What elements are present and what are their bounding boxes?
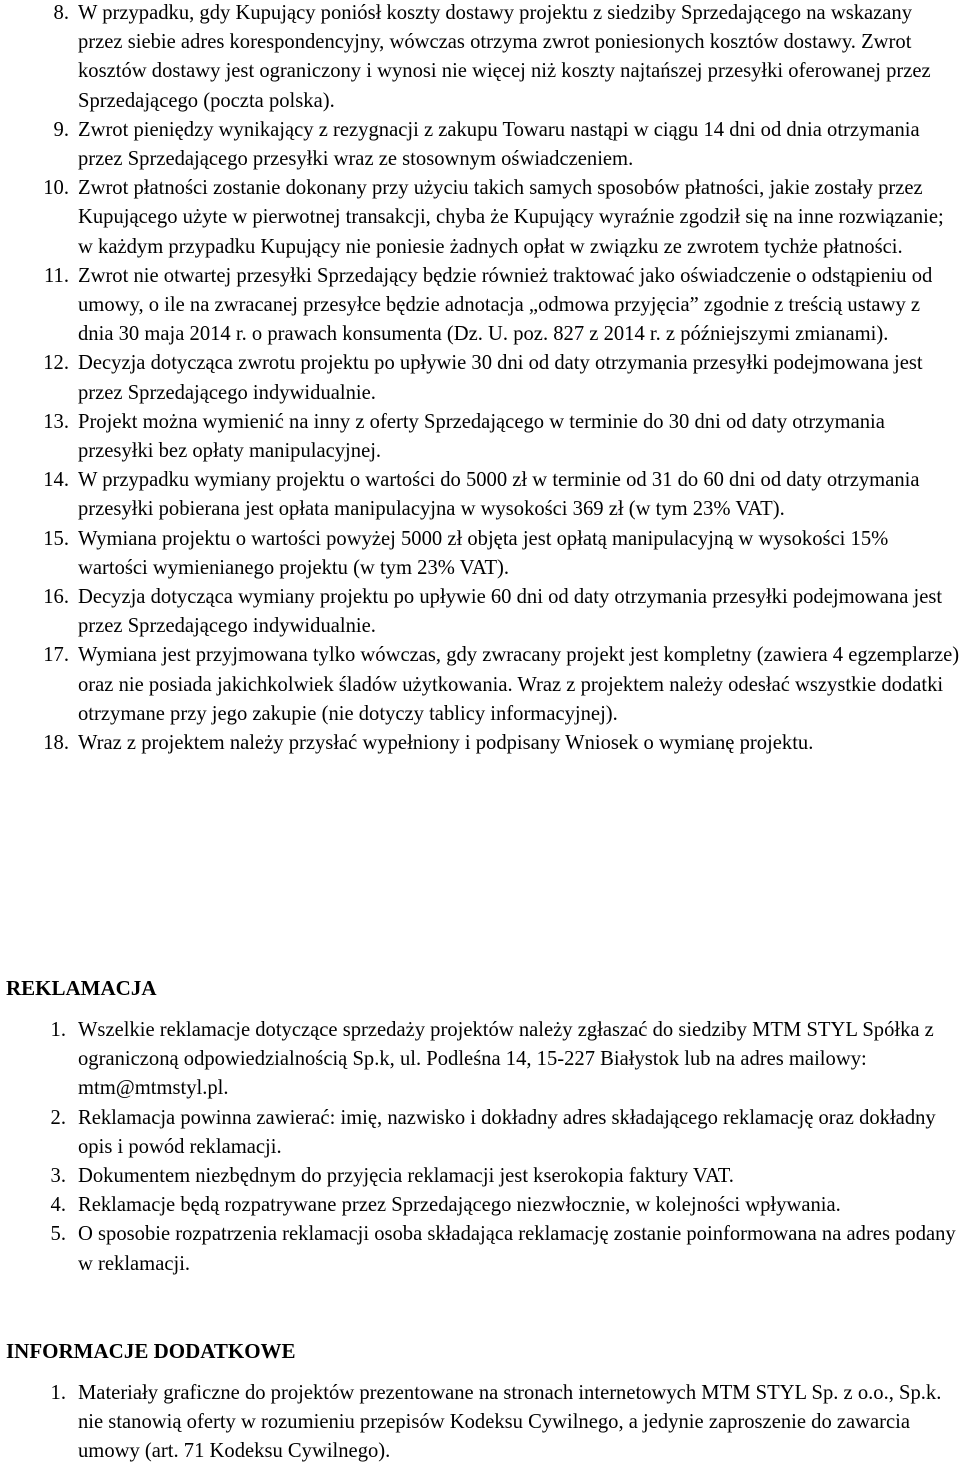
list-item: [0, 349, 960, 407]
list-item: [0, 1379, 960, 1467]
list-item: [0, 525, 960, 583]
item-number: 4.: [50, 1194, 66, 1217]
list-item: [0, 262, 960, 350]
item-text: Decyzja dotycząca zwrotu projektu po upływie 30 dni od daty otrzymania przesyłki podejmowana jest przez Sprzedającego indywidualnie.: [78, 352, 923, 404]
item-text: Zwrot nie otwartej przesyłki Sprzedający będzie również traktować jako oświadczenie o odstąpieniu od umowy, o ile na zwracanej przesyłce będzie adnotacja „odmowa przyjęcia” zgodnie z treścią ustawy z dnia 30 maja 2014 r. o prawach konsumenta (Dz. U. poz. 827 z 2014 r. z późniejszymi zmianami).: [78, 264, 933, 346]
list-item: [0, 1016, 960, 1104]
list-item: [0, 1220, 960, 1278]
item-number: 3.: [50, 1165, 66, 1188]
list-item: [0, 174, 960, 262]
item-number: 14.: [43, 469, 69, 492]
list-item: [0, 583, 960, 641]
item-number: 10.: [43, 177, 69, 200]
item-number: 15.: [43, 527, 69, 550]
list-item: [0, 0, 960, 116]
additional-info-list: [0, 1379, 960, 1467]
list-item: [0, 729, 960, 758]
item-text: Materiały graficzne do projektów prezentowane na stronach internetowych MTM STYL Sp. z o.o., Sp.k. nie stanowią oferty w rozumieniu przepisów Kodeksu Cywilnego, a jedynie zaproszenie do zawarcia umowy (art. 71 Kodeksu Cywilnego).: [78, 1382, 942, 1463]
list-item: [0, 116, 960, 174]
item-text: Zwrot płatności zostanie dokonany przy użyciu takich samych sposobów płatności, jakie zostały przez Kupującego użyte w pierwotnej transakcji, chyba że Kupujący wyraźnie zgodził się na inne rozwiązanie; w każdym przypadku Kupujący nie poniesie żadnych opłat w związku ze zwrotem tychże płatności.: [78, 177, 944, 258]
item-text: Reklamacje będą rozpatrywane przez Sprzedającego niezwłocznie, w kolejności wpływania.: [78, 1194, 841, 1217]
list-item: [0, 1104, 960, 1162]
item-text: Wraz z projektem należy przysłać wypełniony i podpisany Wniosek o wymianę projektu.: [78, 732, 814, 755]
item-text: Wymiana projektu o wartości powyżej 5000 zł objęta jest opłatą manipulacyjną w wysokości 15% wartości wymienianego projektu (w tym 23% VAT).: [78, 527, 889, 579]
item-number: 16.: [43, 586, 69, 609]
item-number: 1.: [50, 1019, 66, 1041]
section-heading-complaints: REKLAMACJA: [6, 976, 157, 1000]
list-item: [0, 1191, 960, 1220]
list-item: [0, 641, 960, 729]
item-text: W przypadku, gdy Kupujący poniósł koszty dostawy projektu z siedziby Sprzedającego na wskazany przez siebie adres korespondencyjny, wówczas otrzyma zwrot poniesionych kosztów dostawy. Zwrot kosztów dostawy jest ograniczony i wynosi nie więcej niż koszty najtańszej przesyłki oferowanej przez Sprzedającego (poczta polska).: [78, 2, 931, 112]
list-item: [0, 408, 960, 466]
item-number: 13.: [43, 410, 69, 433]
item-text: Wszelkie reklamacje dotyczące sprzedaży projektów należy zgłaszać do siedziby MTM STYL Spółka z ograniczoną odpowiedzialnością Sp.k, ul. Podleśna 14, 15-227 Białystok lub na adres mailowy: mtm@mtmstyl.pl.: [78, 1019, 934, 1100]
item-number: 2.: [50, 1106, 66, 1129]
item-number: 9.: [53, 118, 69, 141]
item-number: 8.: [53, 2, 69, 24]
item-number: 17.: [43, 644, 69, 667]
item-text: W przypadku wymiany projektu o wartości do 5000 zł w terminie od 31 do 60 dni od daty otrzymania przesyłki pobierana jest opłata manipulacyjna w wysokości 369 zł (w tym 23% VAT).: [78, 469, 920, 521]
item-text: Dokumentem niezbędnym do przyjęcia reklamacji jest kserokopia faktury VAT.: [78, 1165, 734, 1188]
list-item: [0, 1162, 960, 1191]
item-text: O sposobie rozpatrzenia reklamacji osoba składająca reklamację zostanie poinformowana na adres podany w reklamacji.: [78, 1223, 956, 1275]
item-text: Projekt można wymienić na inny z oferty Sprzedającego w terminie do 30 dni od daty otrzymania przesyłki bez opłaty manipulacyjnej.: [78, 410, 885, 463]
item-number: 11.: [44, 264, 69, 287]
item-text: Zwrot pieniędzy wynikający z rezygnacji z zakupu Towaru nastąpi w ciągu 14 dni od dnia otrzymania przez Sprzedającego przesyłki wraz ze stosownym oświadczeniem.: [78, 118, 920, 171]
item-number: 12.: [43, 352, 69, 375]
item-text: Wymiana jest przyjmowana tylko wówczas, gdy zwracany projekt jest kompletny (zawiera 4 egzemplarze) oraz nie posiada jakichkolwiek śladów użytkowania. Wraz z projektem należy odesłać wszystkie dodatki otrzymane przy jego zakupie (nie dotyczy tablicy informacyjnej).: [78, 644, 960, 725]
section-heading-additional-info: INFORMACJE DODATKOWE: [6, 1339, 296, 1363]
complaints-list: [0, 1016, 960, 1279]
item-number: 1.: [50, 1382, 66, 1404]
item-text: Decyzja dotycząca wymiany projektu po upływie 60 dni od daty otrzymania przesyłki podejmowana jest przez Sprzedającego indywidualnie.: [78, 586, 943, 638]
item-number: 5.: [50, 1223, 66, 1246]
item-text: Reklamacja powinna zawierać: imię, nazwisko i dokładny adres składającego reklamację oraz dokładny opis i powód reklamacji.: [78, 1106, 936, 1158]
list-item: [0, 466, 960, 524]
item-number: 18.: [43, 732, 69, 755]
